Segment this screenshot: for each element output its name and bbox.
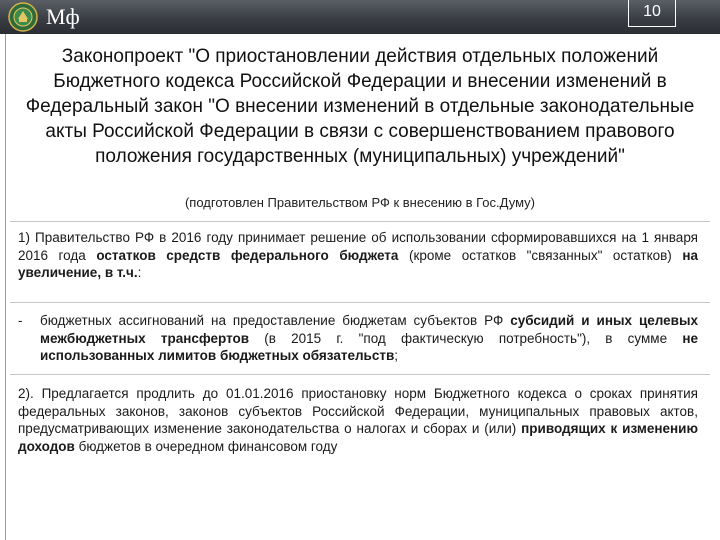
page-subtitle: (подготовлен Правительством РФ к внесению в Гос.Думу) xyxy=(184,195,536,210)
page-title: Законопроект "О приостановлении действия отдельных положений Бюджетного кодекса Российской Федерации и внесении изменений в Федеральный закон "О внесении изменений в отдельные законодательные акты Российской Федерации в связи с совершенствованием правового положения государственных (муниципальных) учреждений" xyxy=(25,46,695,167)
p1-bold-2: на увеличение, в т.ч. xyxy=(18,247,698,280)
paragraph-3 xyxy=(18,385,698,455)
p2-text-1: бюджетных ассигнований на предоставление бюджетам субъектов РФ xyxy=(40,313,511,328)
p2-body xyxy=(18,312,698,365)
p3-text-1: 2). Предлагается продлить до 01.01.2016 приостановку норм Бюджетного кодекса о сроках принятия федеральных законов, законов субъектов Российской Федерации, муниципальных правовых актов, предусматривающих изменение законодательства о налогах и сборах и (или) xyxy=(18,386,698,436)
p1-bold-1: остатков средств федерального бюджета xyxy=(96,247,399,263)
section-divider xyxy=(10,302,710,303)
paragraph-1 xyxy=(18,229,698,282)
p3-bold-1: приводящих к изменению доходов xyxy=(18,421,698,454)
p2-text-2: (в 2015 г. "под фактическую потребность"), в сумме xyxy=(249,330,683,346)
p1-text-3: : xyxy=(137,265,142,280)
p1-text-1: 1) Правительство РФ в 2016 году принимает решение об использовании сформировавшихся на 1 января 2016 года xyxy=(18,230,698,263)
p2-dash: - xyxy=(18,313,23,328)
section-divider xyxy=(10,374,710,375)
page-number: 10 xyxy=(628,0,676,27)
p1-text-2: (кроме остатков "связанных" остатков) xyxy=(398,247,683,263)
left-border-line xyxy=(5,34,6,540)
p2-bold-1: субсидий и иных целевых межбюджетных трансфертов xyxy=(40,313,698,346)
p2-bold-2: не использованных лимитов бюджетных обязательств xyxy=(40,330,698,363)
brand-label: Мф xyxy=(46,4,80,29)
paragraph-2 xyxy=(18,312,698,365)
p2-text-3: ; xyxy=(394,348,399,363)
emblem-logo-icon xyxy=(8,2,38,32)
slide-header xyxy=(0,0,720,34)
section-divider xyxy=(10,221,710,222)
p3-text-2: бюджетов в очередном финансовом году xyxy=(74,438,338,454)
